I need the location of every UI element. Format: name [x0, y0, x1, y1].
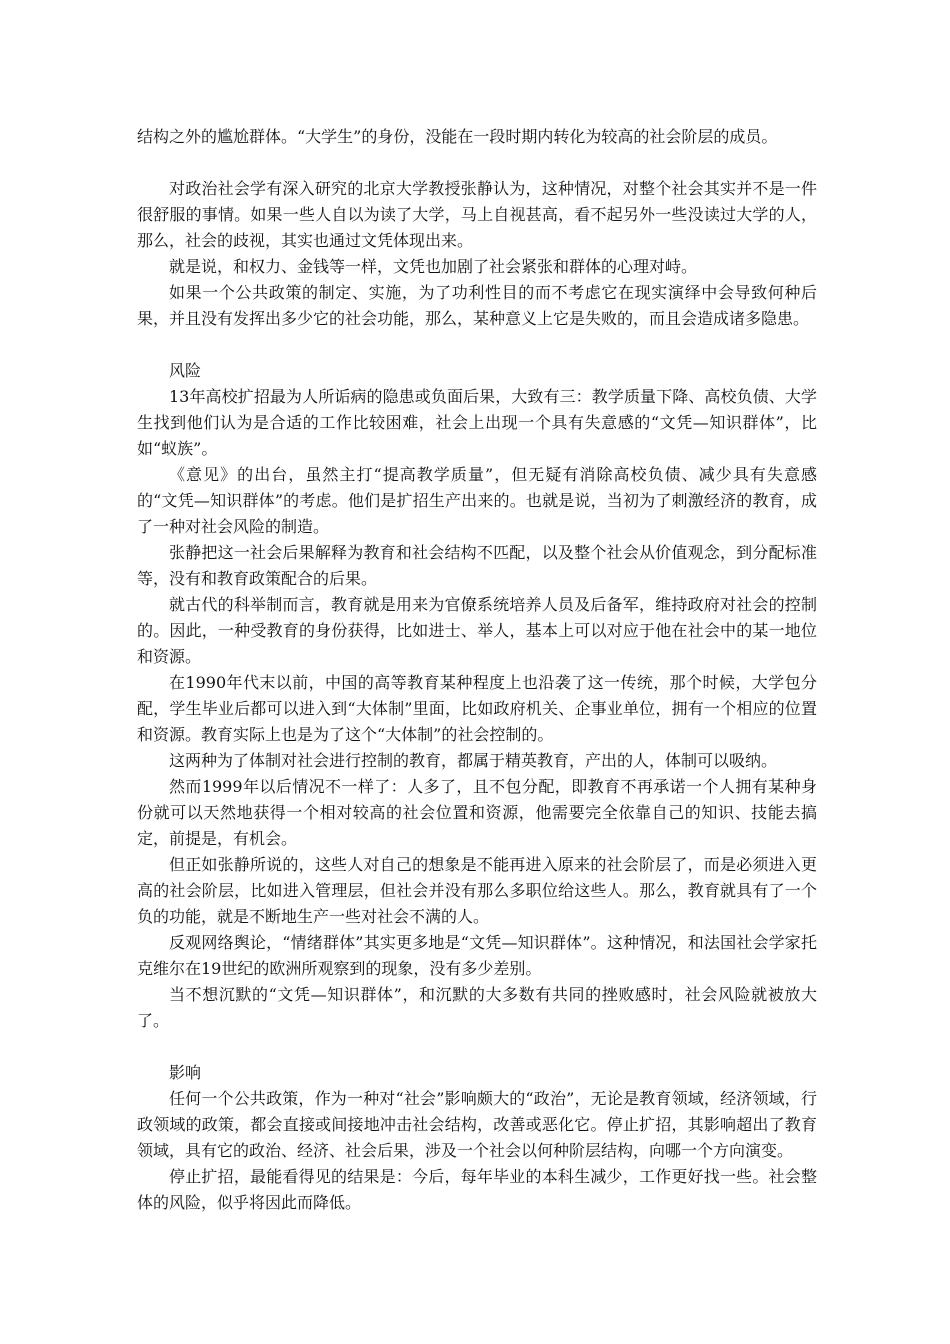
document-body: [137, 124, 817, 1216]
section-heading-impact: 影响: [169, 1063, 202, 1082]
section-heading-risk: 风险: [169, 361, 202, 380]
risk-paragraph: 在1990年代末以前，中国的高等教育某种程度上也沿袭了这一传统，那个时候，大学包分配，学生毕业后都可以进入到“大体制”里面，比如政府机关、企事业单位，拥有一个相应的位置和资源。教育实际上也是为了这个“大体制”的社会控制的。: [137, 673, 817, 744]
risk-paragraph: 但正如张静所说的，这些人对自己的想象是不能再进入原来的社会阶层了，而是必须进入更高的社会阶层，比如进入管理层，但社会并没有那么多职位给这些人。那么，教育就具有了一个负的功能，就是不断地生产一些对社会不满的人。: [137, 855, 817, 926]
risk-paragraph: 张静把这一社会后果解释为教育和社会结构不匹配，以及整个社会从价值观念，到分配标准等，没有和教育政策配合的后果。: [137, 543, 817, 588]
opening-line: 结构之外的尴尬群体。“大学生”的身份，没能在一段时期内转化为较高的社会阶层的成员。: [137, 127, 778, 146]
impact-paragraph: 停止扩招，最能看得见的结果是：今后，每年毕业的本科生减少，工作更好找一些。社会整体的风险，似乎将因此而降低。: [137, 1167, 817, 1212]
paragraph-gap: [137, 150, 817, 176]
intro-paragraph: 对政治社会学有深入研究的北京大学教授张静认为，这种情况，对整个社会其实并不是一件很舒服的事情。如果一些人自以为读了大学，马上自视甚高，看不起另外一些没读过大学的人，那么，社会的歧视，其实也通过文凭体现出来。: [137, 179, 817, 250]
risk-paragraph: 当不想沉默的“文凭—知识群体”，和沉默的大多数有共同的挫败感时，社会风险就被放大了。: [137, 985, 817, 1030]
risk-paragraph: 《意见》的出台，虽然主打“提高教学质量”，但无疑有消除高校负债、减少具有失意感的“文凭—知识群体”的考虑。他们是扩招生产出来的。也就是说，当初为了刺激经济的教育，成了一种对社会风险的制造。: [137, 465, 817, 536]
risk-paragraph: 反观网络舆论，“情绪群体”其实更多地是“文凭—知识群体”。这种情况，和法国社会学家托克维尔在19世纪的欧洲所观察到的现象，没有多少差别。: [137, 933, 817, 978]
risk-paragraph: 就古代的科举制而言，教育就是用来为官僚系统培养人员及后备军，维持政府对社会的控制的。因此，一种受教育的身份获得，比如进士、举人，基本上可以对应于他在社会中的某一地位和资源。: [137, 595, 817, 666]
intro-paragraph: 如果一个公共政策的制定、实施，为了功利性目的而不考虑它在现实演绎中会导致何种后果，并且没有发挥出多少它的社会功能，那么，某种意义上它是失败的，而且会造成诸多隐患。: [137, 283, 817, 328]
paragraph-gap: [137, 332, 817, 358]
risk-paragraph: 然而1999年以后情况不一样了：人多了，且不包分配，即教育不再承诺一个人拥有某种身份就可以天然地获得一个相对较高的社会位置和资源，他需要完全依靠自己的知识、技能去搞定，前提是，有机会。: [137, 777, 817, 848]
paragraph-gap: [137, 1034, 817, 1060]
risk-paragraph: 13年高校扩招最为人所诟病的隐患或负面后果，大致有三：教学质量下降、高校负债、大学生找到他们认为是合适的工作比较困难，社会上出现一个具有失意感的“文凭—知识群体”，比如“蚁族”。: [137, 387, 817, 458]
risk-paragraph: 这两种为了体制对社会进行控制的教育，都属于精英教育，产出的人，体制可以吸纳。: [169, 751, 778, 770]
intro-paragraph: 就是说，和权力、金钱等一样，文凭也加剧了社会紧张和群体的心理对峙。: [169, 257, 698, 276]
impact-paragraph: 任何一个公共政策，作为一种对“社会”影响颇大的“政治”，无论是教育领域，经济领域，行政领域的政策，都会直接或间接地冲击社会结构，改善或恶化它。停止扩招，其影响超出了教育领域，具有它的政治、经济、社会后果，涉及一个社会以何种阶层结构，向哪一个方向演变。: [137, 1089, 817, 1160]
